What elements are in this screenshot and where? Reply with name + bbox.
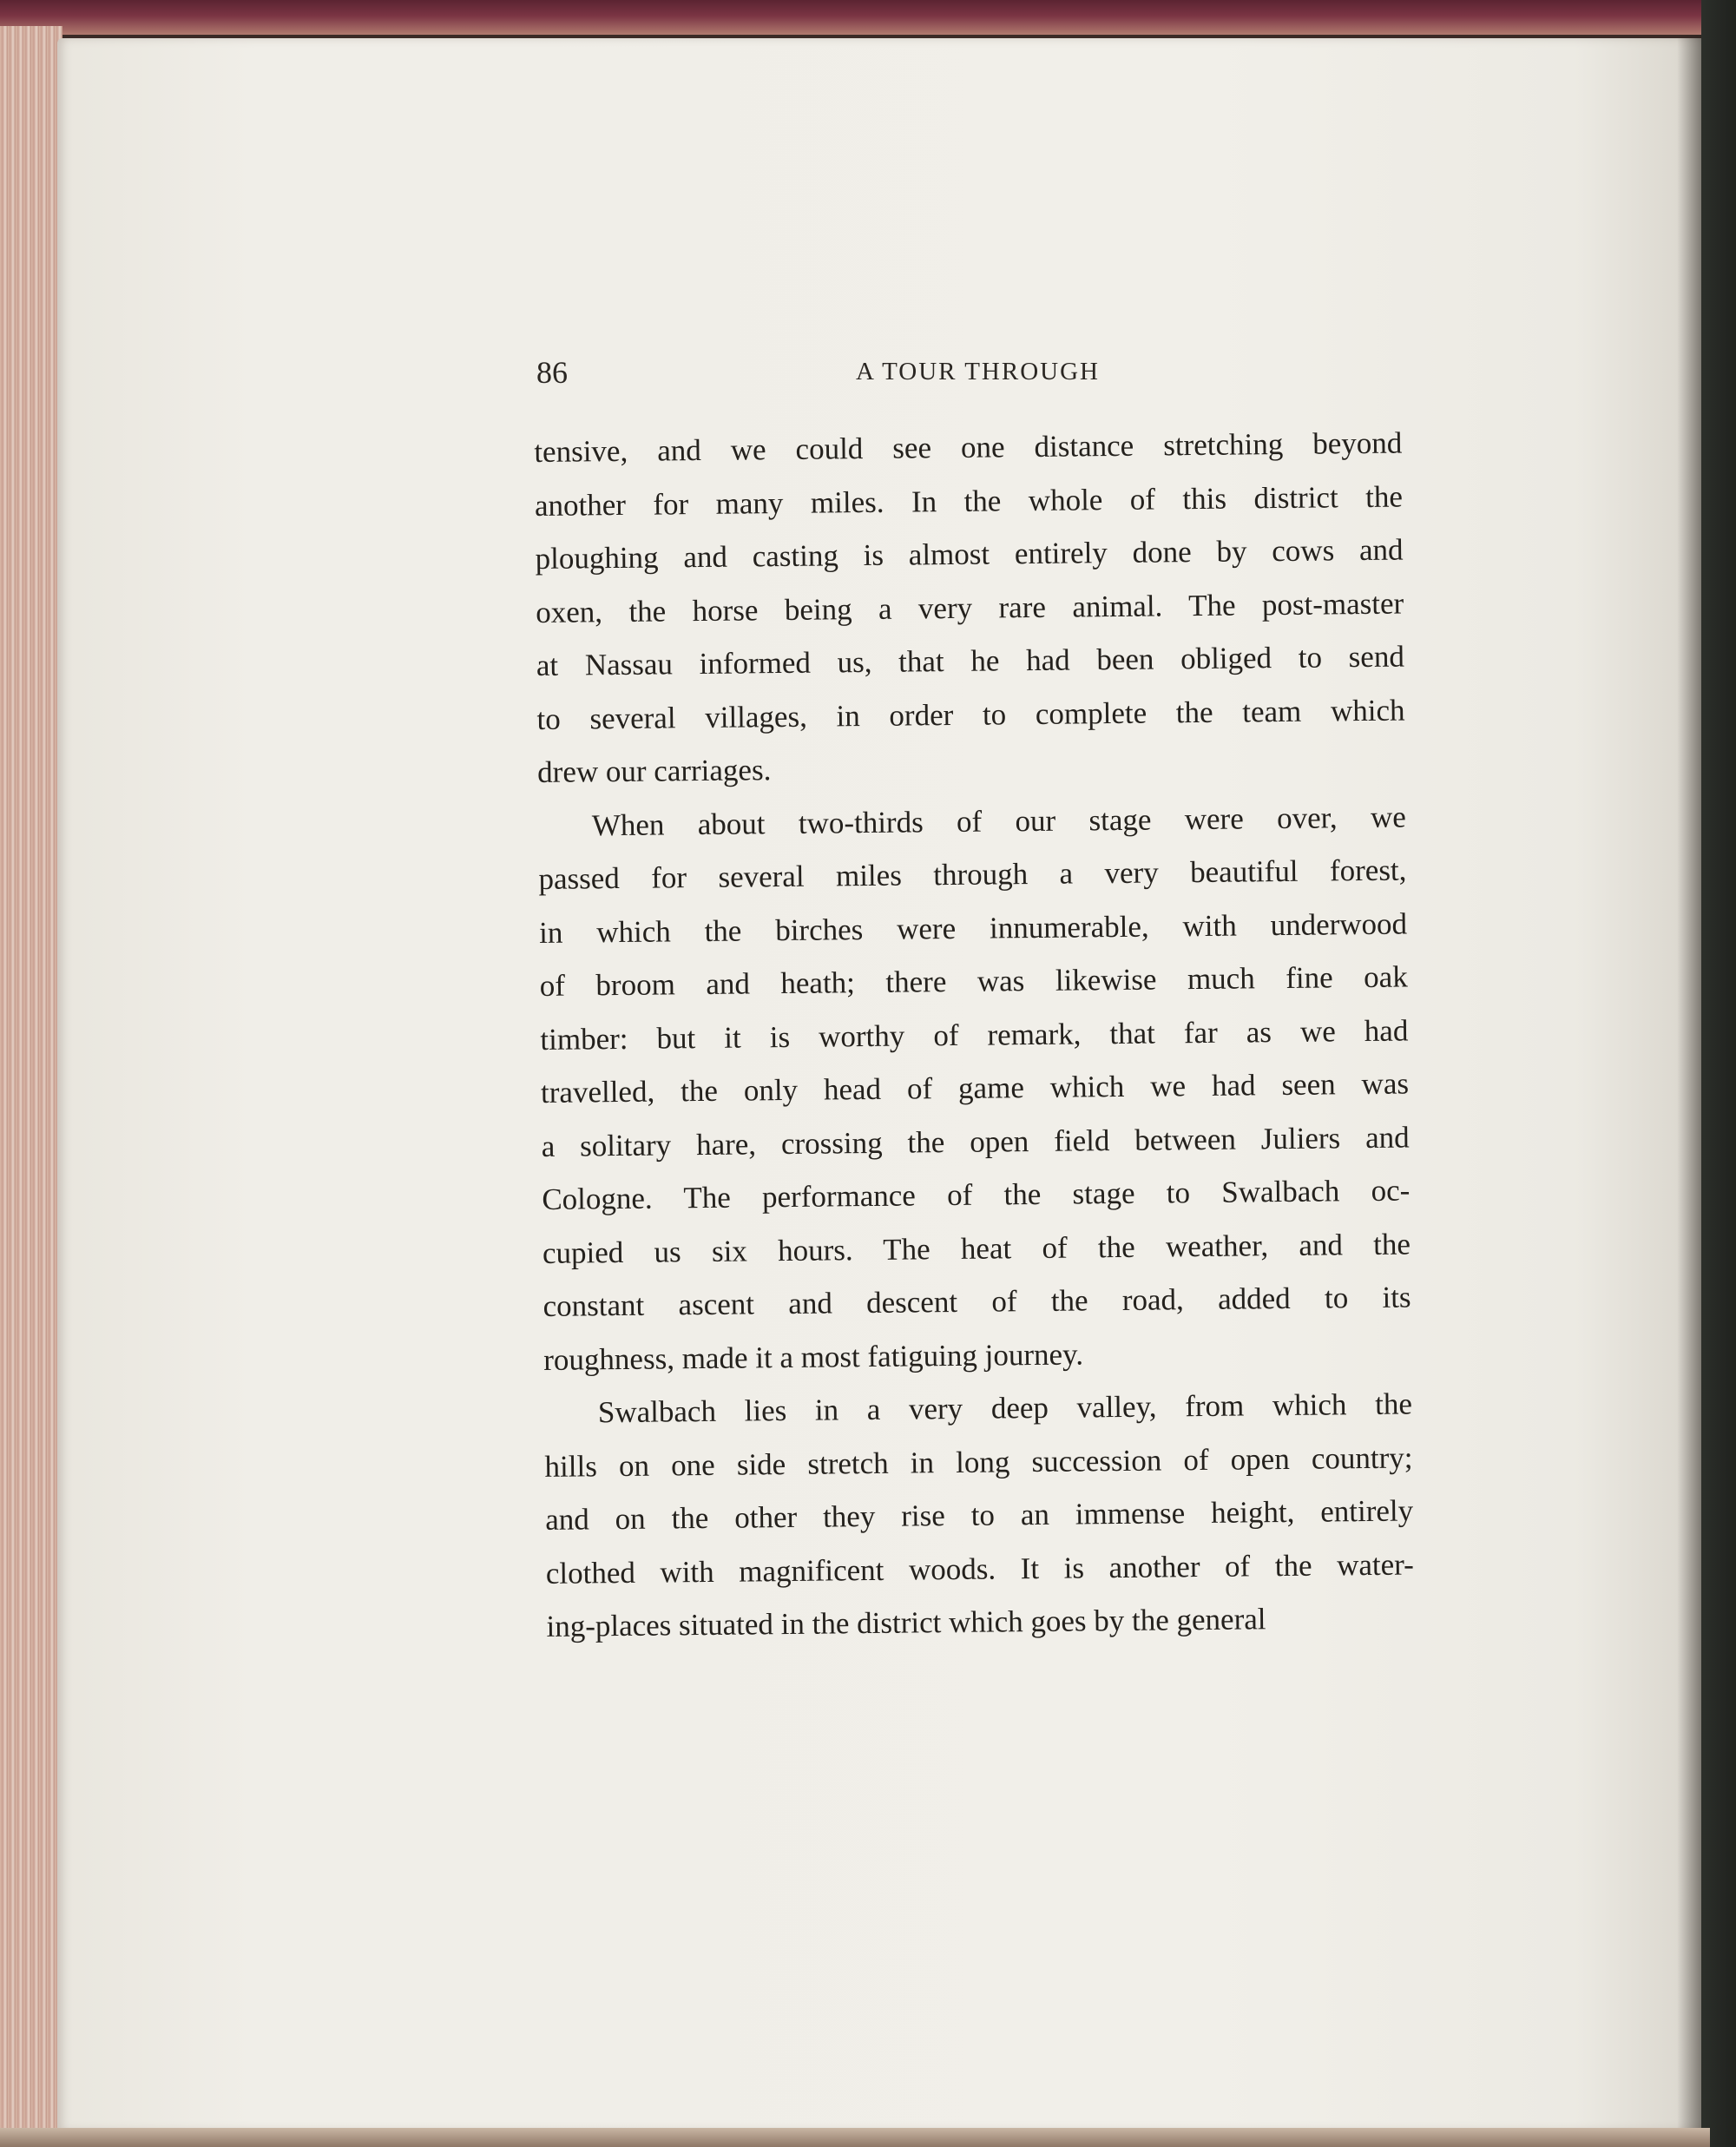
text-line: timber: but it is worthy of remark, that far as we had — [540, 1012, 1409, 1057]
stacked-page-edges-bottom — [0, 2128, 1710, 2147]
text-line: at Nassau informed us, that he had been obliged to send — [536, 639, 1405, 682]
text-line: oxen, the horse being a very rare animal. The post-master — [536, 586, 1404, 629]
page-header — [536, 354, 1404, 398]
body-text — [534, 417, 1415, 1654]
text-line: Swalbach lies in a very deep valley, from which the — [597, 1386, 1413, 1430]
text-line: constant ascent and descent of the road, added to its — [542, 1280, 1411, 1323]
text-line: travelled, the only head of game which we had seen was — [540, 1066, 1410, 1110]
text-line: another for many miles. In the whole of this district the — [534, 479, 1404, 523]
paragraph — [538, 790, 1412, 1386]
text-line: ing-places situated in the district which goes by the general — [546, 1602, 1266, 1643]
page-gutter-shadow — [1677, 35, 1703, 2136]
text-line: Cologne. The performance of the stage to Swalbach oc- — [542, 1173, 1410, 1216]
text-line: cupied us six hours. The heat of the weather, and the — [542, 1226, 1411, 1270]
text-line: ploughing and casting is almost entirely done by cows and — [535, 532, 1404, 576]
text-line: in which the birches were innumerable, with underwood — [538, 906, 1408, 950]
stacked-page-edges — [0, 26, 62, 2147]
text-line: When about two-thirds of our stage were over, we — [591, 800, 1406, 842]
text-line: of broom and heath; there was likewise much fine oak — [539, 959, 1408, 1003]
text-line: hills on one side stretch in long succession of open country; — [544, 1439, 1413, 1484]
page-number: 86 — [536, 355, 568, 390]
book-cover-top-edge — [0, 0, 1736, 35]
text-line: and on the other they rise to an immense height, entirely — [544, 1493, 1414, 1537]
paragraph — [544, 1377, 1415, 1653]
text-line: drew our carriages. — [536, 753, 772, 789]
book-cover-right-edge — [1701, 0, 1736, 2147]
text-line: clothed with magnificent woods. It is another of the water- — [545, 1546, 1414, 1590]
paragraph — [534, 417, 1405, 800]
text-line: to several villages, in order to complete the team which — [536, 693, 1405, 736]
text-line: passed for several miles through a very beautiful forest, — [538, 853, 1407, 896]
text-line: a solitary hare, crossing the open field between Juliers and — [541, 1119, 1410, 1163]
text-line: tensive, and we could see one distance stretching beyond — [534, 425, 1403, 469]
running-head: A TOUR THROUGH — [856, 358, 1100, 385]
text-line: roughness, made it a most fatiguing journey. — [543, 1336, 1084, 1377]
